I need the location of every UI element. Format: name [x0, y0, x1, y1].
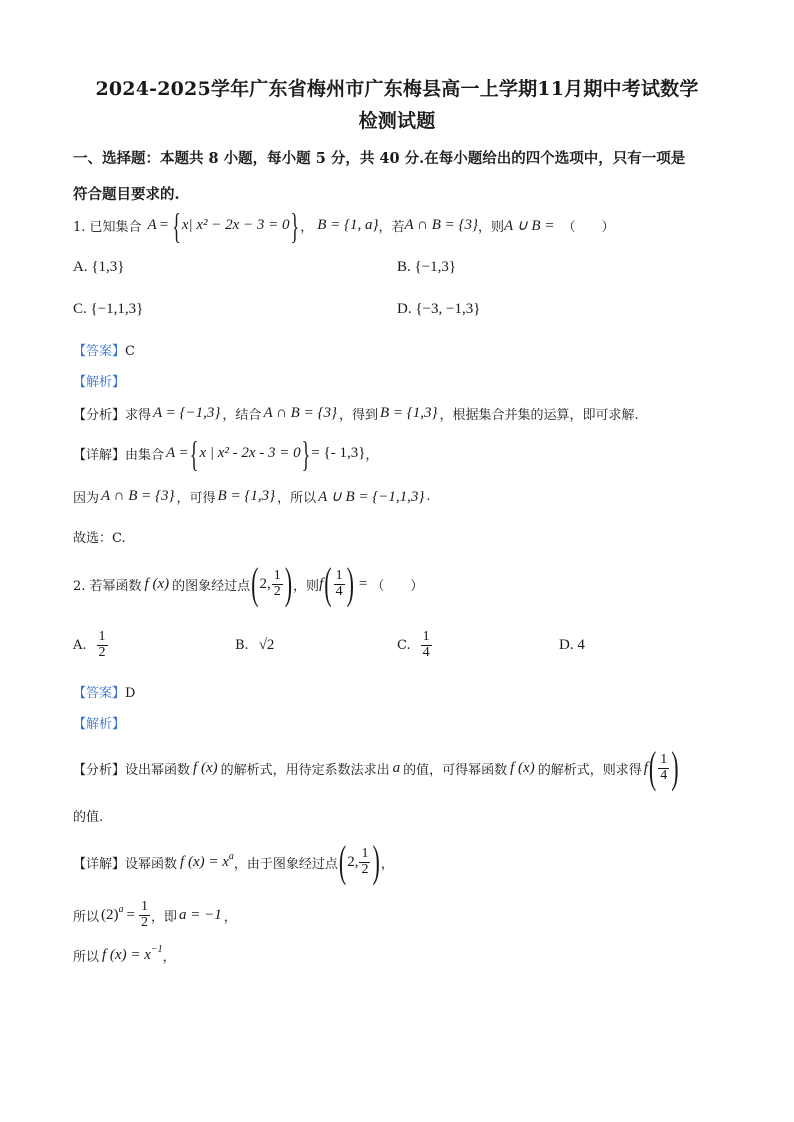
q2-answer: 【答案】D — [73, 686, 136, 701]
q1-comma: ， — [300, 220, 314, 235]
q1-cond: A ∩ B = {3} — [404, 217, 479, 233]
document-title-line2: 检测试题 — [358, 110, 436, 132]
xiangjie-tag: 【详解】 — [73, 448, 126, 463]
q2-fenxi: 【分析】 设出幂函数 f (x) 的解析式，用待定系数法求出 a 的值，可得幂函数 f (x) 的解析式，则求得 f ( $\frac{1}{4}$ ) — [73, 742, 679, 792]
q1-setA-lhs: A — [147, 217, 157, 233]
q1-ask: A ∪ B = — [504, 218, 555, 234]
q1-reasoning-line: 因为 A ∩ B = {3} ，可得 B = {1,3} ，所以 A ∪ B = {−1,1,3} . — [73, 488, 431, 506]
q1-choose: 故选：C. — [73, 531, 126, 546]
answer-tag: 【答案】 — [73, 686, 126, 701]
q2-analysis-tag: 【解析】 — [73, 717, 126, 732]
q2-option-a: A. $\frac{1}{2}$ — [73, 628, 106, 660]
section-heading-line2: 符合题目要求的. — [73, 186, 180, 203]
q1-prefix: 1. 已知集合 — [73, 220, 142, 235]
fenxi-tag: 【分析】 — [73, 408, 126, 423]
q1-setA-body: x| x² − 2x − 3 = 0 — [181, 217, 290, 233]
q2-xiangjie: 【详解】 设幂函数 f (x) = x a ，由于图象经过点 ( 2, $\frac{1}{2}$ ) ， — [73, 836, 394, 886]
q1-option-a: A. {1,3} — [73, 259, 125, 275]
answer-tag: 【答案】 — [73, 344, 126, 359]
q1-xiangjie: 【详解】 由集合 A = { x | x² - 2x - 3 = 0 } = {- 1,3} ， — [73, 433, 379, 474]
q2-solve-line: 所以 (2) a = $\frac{1}{2}$ ，即 a = −1 ， — [73, 898, 237, 930]
q2-stem: 2. 若幂函数 f (x) 的图象经过点 ( 2, $\frac{1}{2}$ ) ，则 f ( $\frac{1}{4}$ ) = （ ） — [73, 558, 424, 608]
q1-cond-text: ，若 — [378, 220, 405, 235]
q2-fenxi-tail: 的值. — [73, 810, 104, 825]
document-title-line1: 2024-2025学年广东省梅州市广东梅县高一上学期11月期中考试数学 — [95, 78, 699, 100]
q2-result-line: 所以 f (x) = x −1 ， — [73, 944, 176, 965]
q1-option-b: B. {−1,3} — [397, 259, 457, 275]
q1-analysis-tag: 【解析】 — [73, 375, 126, 390]
q1-option-c: C. {−1,1,3} — [73, 301, 144, 317]
q2-option-c: C. $\frac{1}{4}$ — [397, 628, 430, 660]
q1-stem: 1. 已知集合 A = { x| x² − 2x − 3 = 0 } ， B = {1, a} ，若 A ∩ B = {3} ，则 A ∪ B = （ ） — [73, 205, 615, 246]
q1-answer-value: C — [125, 344, 135, 359]
q2-option-d: D. 4 — [559, 636, 585, 653]
q2-option-b: B. √2 — [235, 636, 275, 653]
q1-answer — [73, 340, 135, 359]
q1-option-d: D. {−3, −1,3} — [397, 301, 481, 317]
q1-paren: （ ） — [562, 220, 615, 235]
q1-fenxi: 【分析】 求得 A = {−1,3} ，结合 A ∩ B = {3} ，得到 B = {1,3} ，根据集合并集的运算，即可求解. — [73, 405, 639, 423]
q1-setB: B = {1, a} — [317, 217, 379, 233]
section-heading-line1: 一、选择题：本题共 8 小题，每小题 5 分，共 40 分.在每小题给出的四个选项中，只有一项是 — [73, 150, 686, 167]
q1-ask-text: ，则 — [478, 220, 505, 235]
